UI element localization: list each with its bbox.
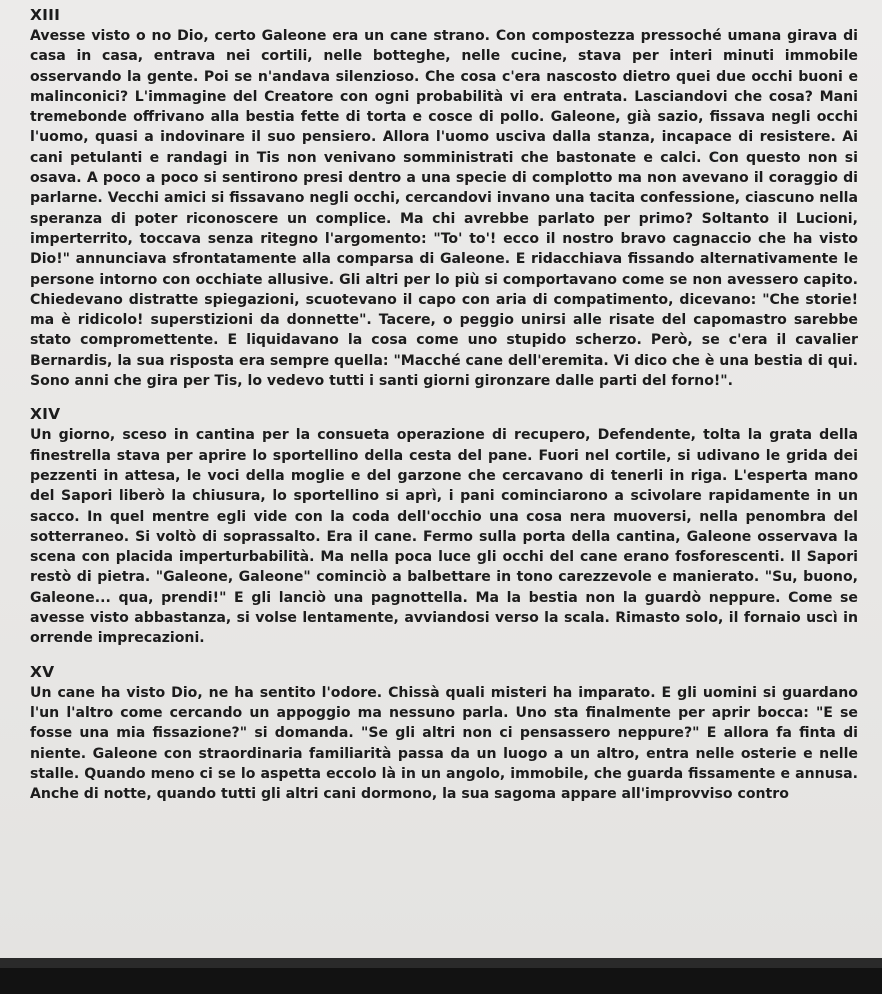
text-column [30, 4, 858, 804]
chapter-number: XIII [30, 6, 61, 24]
section-xiv [30, 403, 858, 648]
chapter-number: XIV [30, 405, 61, 424]
chapter-number: XV [30, 662, 55, 681]
chapter-paragraph: Un cane ha visto Dio, ne ha sentito l'odore. Chissà quali misteri ha imparato. E gli uomini si guardano l'un l'altro come cercando un appoggio ma nessuno parla. Uno sta finalmente per aprir bocca: "E se fosse una mia fissazione?" si domanda. "Se gli altri non ci pensassero neppure?" E allora fa finta di niente. Galeone con straordinaria familiarità passa da un luogo a un altro, entra nelle osterie e nelle stalle. Quando meno ci se lo aspetta eccolo là in un angolo, immobile, che guarda fissamente e annusa. Anche di notte, quando tutti gli altri cani dormono, la sua sagoma appare all'improvviso contro [30, 684, 858, 803]
chapter-paragraph: Avesse visto o no Dio, certo Galeone era un cane strano. Con compostezza pressoché umana girava di casa in casa, entrava nei cortili, nelle botteghe, nelle cucine, stava per interi minuti immobile osservando la gente. Poi se n'andava silenzioso. Che cosa c'era nascosto dietro quei due occhi buoni e malinconici? L'immagine del Creatore con ogni probabilità vi era entrata. Lasciandovi che cosa? Mani tremebonde offrivano alla bestia fette di torta e cosce di pollo. Galeone, già sazio, fissava negli occhi l'uomo, quasi a indovinare il suo pensiero. Allora l'uomo usciva dalla stanza, incapace di resistere. Ai cani petulanti e randagi in Tis non venivano somministrati che bastonate e calci. Con questo non si osava. A poco a poco si sentirono presi dentro a una specie di complotto ma non avevano il coraggio di parlarne. Vecchi amici si fissavano negli occhi, cercandovi invano una tacita confessione, ciascuno nella speranza di poter riconoscere un complice. Ma chi avrebbe parlato per primo? Soltanto il Lucioni, imperterrito, toccava senza ritegno l'argomento: "To' to'! ecco il nostro bravo cagnaccio che ha visto Dio!" annunciava sfrontatamente alla comparsa di Galeone. E ridacchiava fissando alternativamente le persone intorno con occhiate allusive. Gli altri per lo più si comportavano come se non avessero capito. Chiedevano distratte spiegazioni, scuotevano il capo con aria di compatimento, dicevano: "Che storie! ma è ridicolo! superstizioni da donnette". Tacere, o peggio unirsi alle risate del capomastro sarebbe stato compromettente. E liquidavano la cosa come uno stupido scherzo. Però, se c'era il cavalier Bernardis, la sua risposta era sempre quella: "Macché cane dell'eremita. Vi dico che è una bestia di qui. Sono anni che gira per Tis, lo vedevo tutti i santi giorni gironzare dalle parti del forno!". [30, 28, 858, 390]
section-spacer [30, 391, 858, 403]
chapter-paragraph: Un giorno, sceso in cantina per la consueta operazione di recupero, Defendente, tolta la grata della finestrella stava per aprire lo sportellino della cesta del pane. Fuori nel cortile, si udivano le grida dei pezzenti in attesa, le voci della moglie e del garzone che cercavano di tenerli in riga. L'esperta mano del Sapori liberò la chiusura, lo sportellino si aprì, i pani cominciarono a scivolare rapidamente in un sacco. In quel mentre egli vide con la coda dell'occhio una cosa nera muoversi, nella penombra del sotterraneo. Si voltò di soprassalto. Era il cane. Fermo sulla porta della cantina, Galeone osservava la scena con placida imperturbabilità. Ma nella poca luce gli occhi del cane erano fosforescenti. Il Sapori restò di pietra. "Galeone, Galeone" cominciò a balbettare in tono carezzevole e manierato. "Su, buono, Galeone... qua, prendi!" E gli lanciò una pagnottella. Ma la bestia non la guardò neppure. Come se avesse visto abbastanza, si volse lentamente, avviandosi verso la scala. Rimasto solo, il fornaio uscì in orrende imprecazioni. [30, 427, 858, 647]
section-xiii [30, 4, 858, 391]
page-shadow-edge [0, 958, 882, 968]
page-bottom-edge [0, 958, 882, 994]
section-spacer [30, 649, 858, 661]
section-xv [30, 661, 858, 805]
